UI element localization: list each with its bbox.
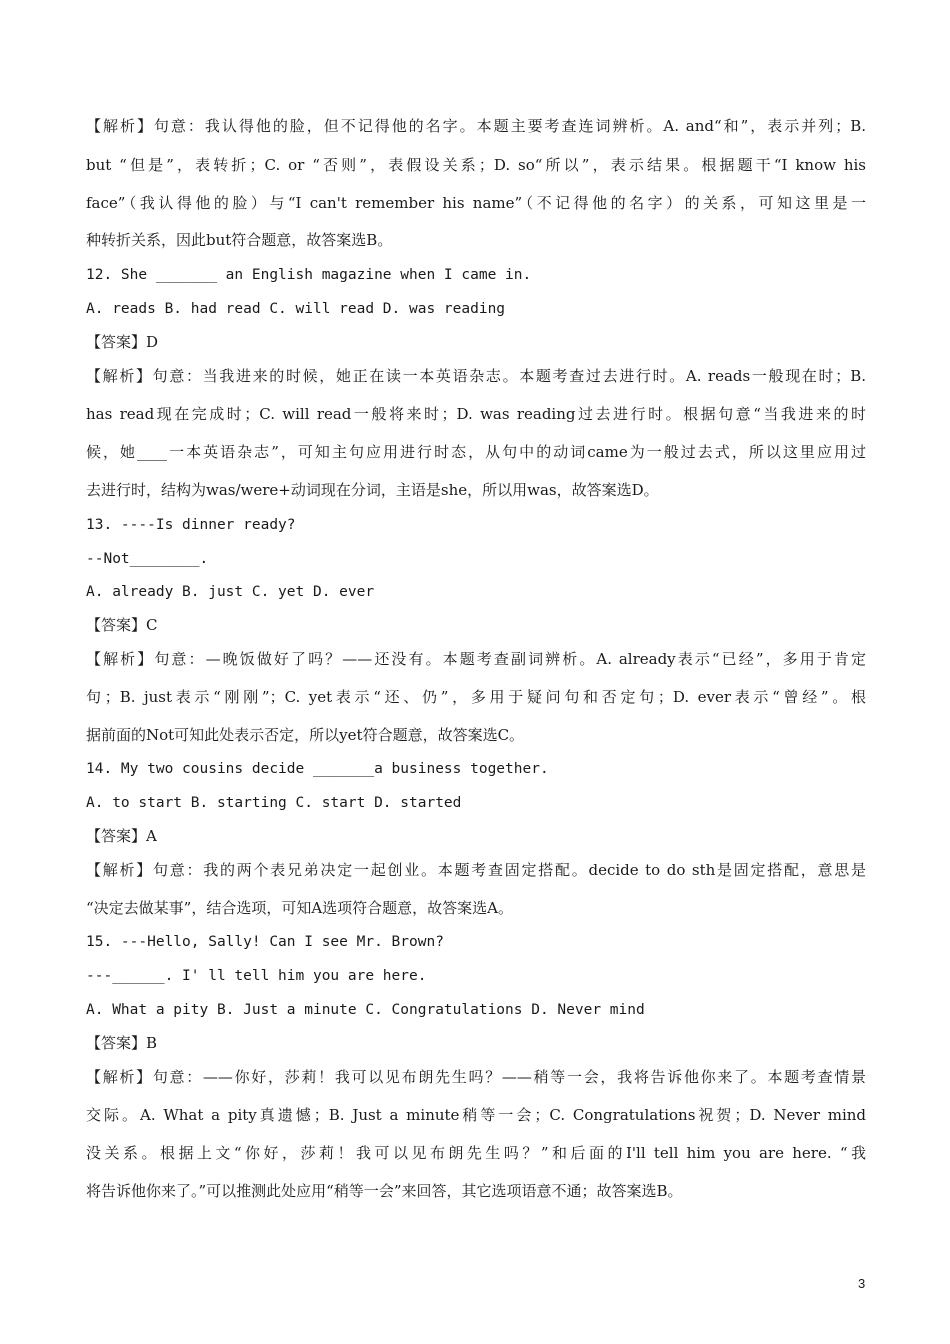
analysis-13-line-1: 【解析】句意：—晚饭做好了吗？——还没有。本题考查副词辨析。A. already表示“已经”，多用于肯定 [86, 650, 866, 668]
options-15: A. What a pity B. Just a minute C. Congratulations D. Never mind [86, 1002, 645, 1018]
analysis-15-line-1: 【解析】句意：——你好，莎莉！我可以见布朗先生吗？——稍等一会，我将告诉他你来了。本题考查情景 [86, 1068, 866, 1086]
answer-13: 【答案】C [86, 616, 158, 634]
analysis-12-line-1: 【解析】句意：当我进来的时候，她正在读一本英语杂志。本题考查过去进行时。A. reads一般现在时；B. [86, 367, 866, 385]
analysis-13-line-2: 句；B. just表示“刚刚”；C. yet表示“还、仍”，多用于疑问句和否定句；D. ever表示“曾经”。根 [86, 688, 866, 706]
question-15: 15. ---Hello, Sally! Can I see Mr. Brown? [86, 934, 444, 950]
analysis-15-line-3: 没关系。根据上文“你好，莎莉！我可以见布朗先生吗？”和后面的I'll tell him you are here. “我 [86, 1144, 866, 1162]
analysis-11-line-3: face”（我认得他的脸）与“I can't remember his name”（不记得他的名字）的关系，可知这里是一 [86, 194, 866, 212]
analysis-15-line-2: 交际。A. What a pity真遗憾；B. Just a minute稍等一会；C. Congratulations祝贺；D. Never mind [86, 1106, 866, 1124]
page-number: 3 [858, 1276, 866, 1291]
analysis-12-line-4: 去进行时，结构为was/were+动词现在分词，主语是she，所以用was，故答案选D。 [86, 481, 659, 499]
options-14: A. to start B. starting C. start D. started [86, 795, 462, 811]
question-12: 12. She _______ an English magazine when I came in. [86, 267, 532, 283]
options-13: A. already B. just C. yet D. ever [86, 584, 375, 600]
analysis-11-line-1: 【解析】句意：我认得他的脸，但不记得他的名字。本题主要考查连词辨析。A. and“和”，表示并列；B. [86, 117, 866, 135]
answer-15: 【答案】B [86, 1034, 158, 1052]
question-13: 13. ----Is dinner ready? [86, 517, 296, 533]
analysis-15-line-4: 将告诉他你来了。”可以推测此处应用“稍等一会”来回答，其它选项语意不通；故答案选B。 [86, 1182, 683, 1200]
analysis-12-line-3: 候，她____一本英语杂志”，可知主句应用进行时态，从句中的动词came为一般过去式，所以这里应用过 [86, 443, 866, 461]
question-14: 14. My two cousins decide _______a business together. [86, 761, 549, 777]
analysis-14-line-2: “决定去做某事”，结合选项，可知A选项符合题意，故答案选A。 [86, 899, 514, 917]
analysis-12-line-2: has read现在完成时；C. will read一般将来时；D. was reading过去进行时。根据句意“当我进来的时 [86, 405, 866, 423]
options-12: A. reads B. had read C. will read D. was reading [86, 301, 506, 317]
question-13-reply: --Not________. [86, 551, 209, 567]
analysis-13-line-3: 据前面的Not可知此处表示否定，所以yet符合题意，故答案选C。 [86, 726, 525, 744]
analysis-14-line-1: 【解析】句意：我的两个表兄弟决定一起创业。本题考查固定搭配。decide to do sth是固定搭配，意思是 [86, 861, 866, 879]
analysis-11-line-4: 种转折关系，因此but符合题意，故答案选B。 [86, 231, 393, 249]
analysis-11-line-2: but “但是”，表转折；C. or “否则”，表假设关系；D. so“所以”，表示结果。根据题干“I know his [86, 156, 866, 174]
answer-14: 【答案】A [86, 827, 157, 845]
question-15-reply: ---______. I' ll tell him you are here. [86, 968, 427, 984]
answer-12: 【答案】D [86, 333, 159, 351]
